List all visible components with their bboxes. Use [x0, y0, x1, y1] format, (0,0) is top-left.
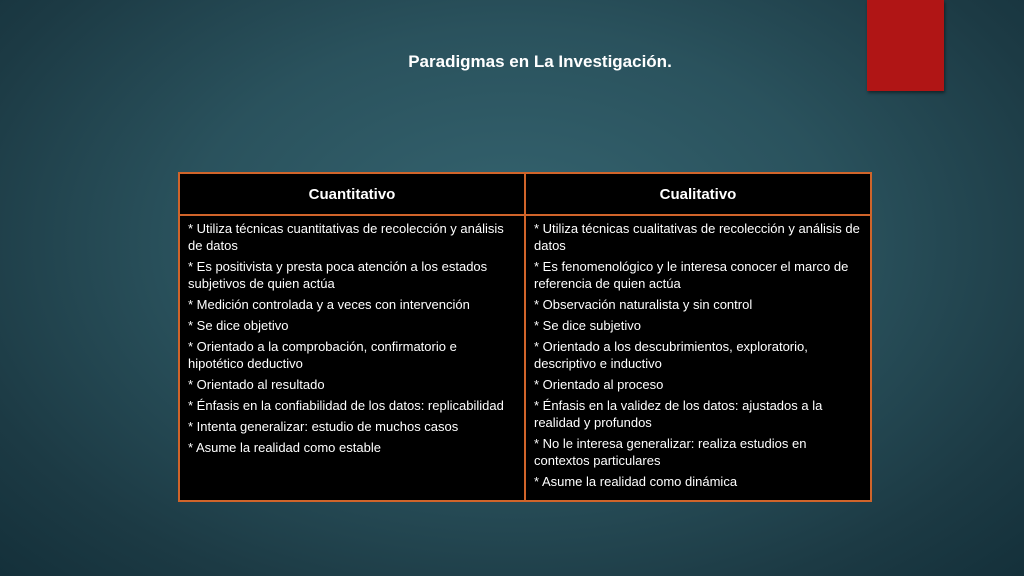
list-item: * Asume la realidad como estable	[188, 440, 381, 455]
list-item: * No le interesa generalizar: realiza estudios en contextos particulares	[534, 436, 807, 468]
table-header-row	[179, 173, 871, 215]
list-item: * Medición controlada y a veces con intervención	[188, 297, 470, 312]
list-item: * Se dice objetivo	[188, 318, 289, 333]
list-item: * Observación naturalista y sin control	[534, 297, 753, 312]
comparison-table	[178, 172, 872, 502]
list-item: * Orientado a la comprobación, confirmatorio e hipotético deductivo	[188, 339, 457, 371]
list-item: * Es positivista y presta poca atención a los estados subjetivos de quien actúa	[188, 259, 488, 291]
list-item: * Énfasis en la confiabilidad de los datos: replicabilidad	[188, 398, 504, 413]
list-item: * Asume la realidad como dinámica	[534, 474, 738, 489]
list-item: * Se dice subjetivo	[534, 318, 641, 333]
decorative-red-block	[867, 0, 944, 91]
list-item: * Orientado al proceso	[534, 377, 664, 392]
header-cualitativo: Cualitativo	[525, 173, 871, 215]
list-item: * Es fenomenológico y le interesa conocer el marco de referencia de quien actúa	[534, 259, 849, 291]
list-item: * Orientado a los descubrimientos, exploratorio, descriptivo e inductivo	[534, 339, 808, 371]
column-cuantitativo	[179, 215, 525, 501]
slide-title: Paradigmas en La Investigación.	[408, 52, 672, 71]
header-cuantitativo: Cuantitativo	[179, 173, 525, 215]
list-item: * Utiliza técnicas cuantitativas de recolección y análisis de datos	[188, 221, 504, 253]
list-item: * Énfasis en la validez de los datos: ajustados a la realidad y profundos	[534, 398, 823, 430]
list-item: * Orientado al resultado	[188, 377, 325, 392]
list-item: * Intenta generalizar: estudio de muchos casos	[188, 419, 459, 434]
list-item: * Utiliza técnicas cualitativas de recolección y análisis de datos	[534, 221, 860, 253]
column-cualitativo	[525, 215, 871, 501]
table-row	[179, 215, 871, 501]
